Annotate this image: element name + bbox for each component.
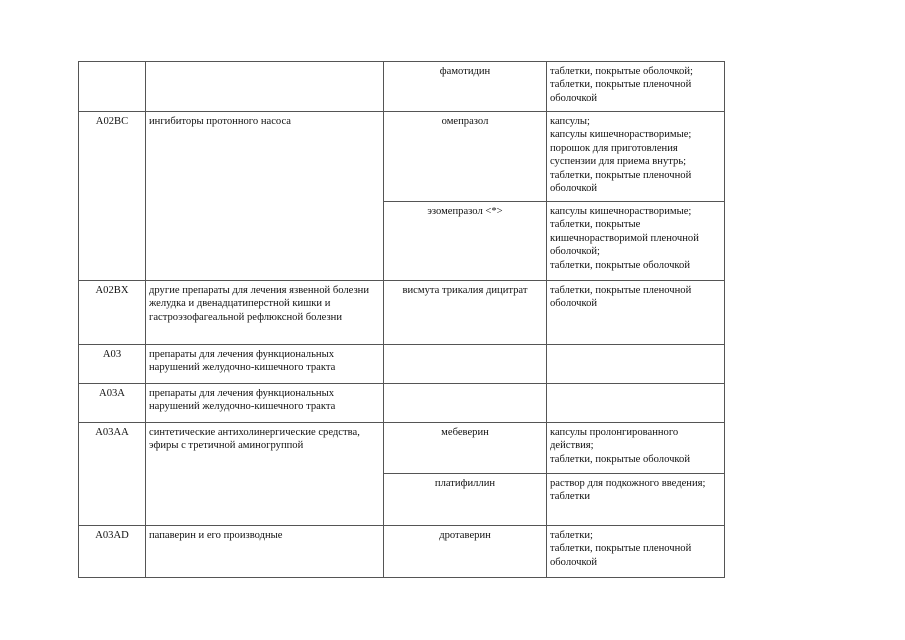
dosage-forms: капсулы пролонгированного действия; таблетки, покрытые оболочкой — [547, 423, 725, 474]
drug-name: фамотидин — [384, 62, 547, 112]
dosage-forms: таблетки, покрытые оболочкой; таблетки, покрытые пленочной оболочкой — [547, 62, 725, 112]
atc-code: A03 — [79, 345, 146, 384]
anatomical-therapeutic-group: папаверин и его производные — [146, 526, 384, 578]
table-row — [79, 423, 725, 474]
dosage-forms: таблетки; таблетки, покрытые пленочной оболочкой — [547, 526, 725, 578]
drug-name: омепразол — [384, 112, 547, 202]
drug-name — [384, 384, 547, 423]
atc-code: A03AA — [79, 423, 146, 526]
dosage-forms: капсулы кишечнорастворимые; таблетки, покрытые кишечнорастворимой пленочной оболочкой; таблетки, покрытые оболочкой — [547, 202, 725, 281]
atc-code: A03AD — [79, 526, 146, 578]
drug-name: эзомепразол <*> — [384, 202, 547, 281]
dosage-forms: капсулы; капсулы кишечнорастворимые; порошок для приготовления суспензии для приема внутрь; таблетки, покрытые пленочной оболочкой — [547, 112, 725, 202]
drug-name — [384, 345, 547, 384]
table-row — [79, 281, 725, 345]
table-row — [79, 526, 725, 578]
atc-code: A03A — [79, 384, 146, 423]
drug-name: висмута трикалия дицитрат — [384, 281, 547, 345]
table-row — [79, 345, 725, 384]
atc-code — [79, 62, 146, 112]
drug-name: платифиллин — [384, 474, 547, 526]
anatomical-therapeutic-group: ингибиторы протонного насоса — [146, 112, 384, 281]
drug-list-table — [78, 61, 725, 578]
dosage-forms — [547, 384, 725, 423]
atc-code: A02BX — [79, 281, 146, 345]
dosage-forms — [547, 345, 725, 384]
table-row — [79, 112, 725, 202]
table-row — [79, 384, 725, 423]
anatomical-therapeutic-group — [146, 62, 384, 112]
drug-name: дротаверин — [384, 526, 547, 578]
anatomical-therapeutic-group: препараты для лечения функциональных нарушений желудочно-кишечного тракта — [146, 384, 384, 423]
anatomical-therapeutic-group: другие препараты для лечения язвенной болезни желудка и двенадцатиперстной кишки и гастроэзофагеальной рефлюксной болезни — [146, 281, 384, 345]
atc-code: A02BC — [79, 112, 146, 281]
drug-name: мебеверин — [384, 423, 547, 474]
dosage-forms: раствор для подкожного введения; таблетки — [547, 474, 725, 526]
anatomical-therapeutic-group: препараты для лечения функциональных нарушений желудочно-кишечного тракта — [146, 345, 384, 384]
dosage-forms: таблетки, покрытые пленочной оболочкой — [547, 281, 725, 345]
anatomical-therapeutic-group: синтетические антихолинергические средства, эфиры с третичной аминогруппой — [146, 423, 384, 526]
table-row — [79, 62, 725, 112]
